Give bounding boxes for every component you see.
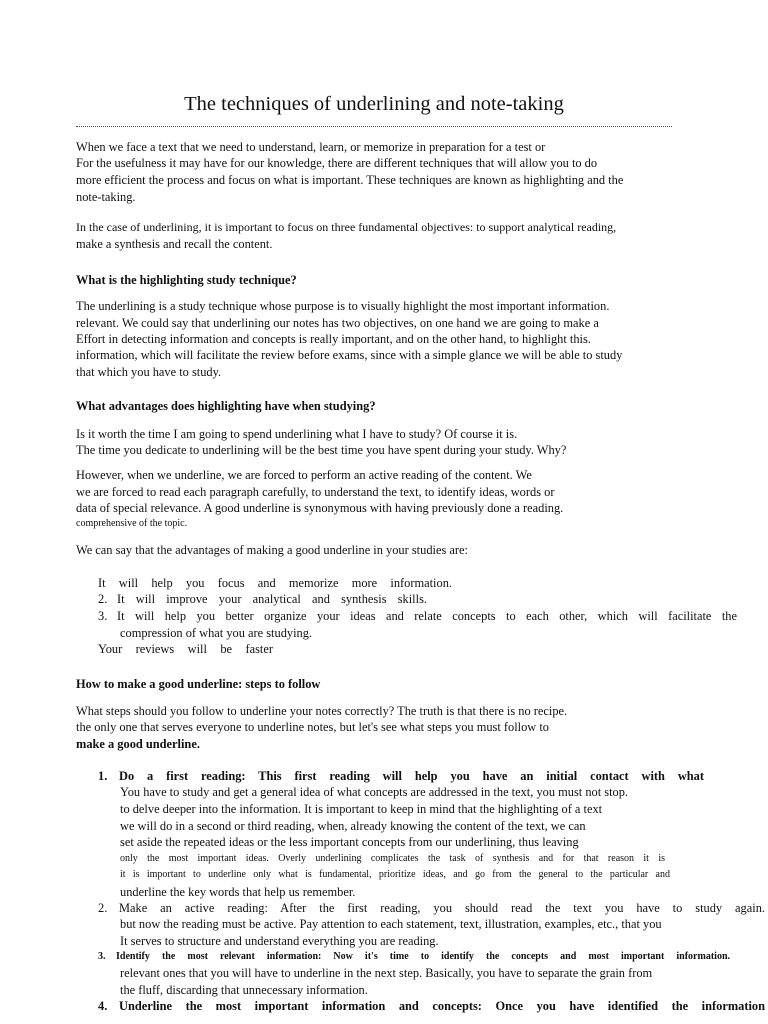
step-heading: Underline the most important information and concepts: Once you have identified the information (119, 999, 765, 1013)
title-divider (76, 126, 672, 127)
paragraph-line: the only one that serves everyone to underline notes, but let's see what steps you must follow to (76, 720, 549, 734)
paragraph-line: information, which will facilitate the review before exams, since with a simple glance we will be able to study (76, 348, 623, 362)
step-text: we will do in a second or third reading, when, already knowing the content of the text, we can (120, 819, 586, 833)
paragraph-line: In the case of underlining, it is important to focus on three fundamental objectives: to support analytical reading, (76, 220, 617, 234)
section-heading: What is the highlighting study technique? (76, 273, 297, 287)
step-heading: Identify the most relevant information: Now it's time to identify the concepts and most important information. (116, 951, 730, 962)
paragraph-line: The time you dedicate to underlining will be the best time you have spent during your study. Why? (76, 443, 567, 457)
step-text: underline the key words that help us remember. (120, 885, 356, 899)
document-title: The techniques of underlining and note-taking (184, 93, 564, 115)
step-text: It serves to structure and understand everything you are reading. (120, 934, 439, 948)
list-number: 2. (98, 592, 108, 606)
list-item: It will help you better organize your ideas and relate concepts to each other, which will facilitate the (117, 609, 737, 623)
list-item: It will help you focus and memorize more information. (98, 576, 452, 590)
paragraph-line: we are forced to read each paragraph carefully, to understand the text, to identify ideas, words or (76, 485, 555, 499)
step-text: it is important to underline only what is fundamental, prioritize ideas, and go from the general to the particular and (120, 869, 670, 880)
intro-line: For the usefulness it may have for our knowledge, there are different techniques that will allow you to do (76, 156, 598, 170)
step-text: only the most important ideas. Overly underlining complicates the task of synthesis and for that reason it is (120, 853, 665, 864)
step-number: 3. (98, 951, 106, 962)
intro-line: note-taking. (76, 190, 136, 204)
section-heading: How to make a good underline: steps to follow (76, 677, 321, 691)
paragraph-line: Is it worth the time I am going to spend underlining what I have to study? Of course it is. (76, 427, 518, 441)
paragraph-line: However, when we underline, we are forced to perform an active reading of the content. We (76, 468, 532, 482)
step-number: 2. (98, 901, 108, 915)
step-text: to delve deeper into the information. It is important to keep in mind that the highlighting of a text (120, 802, 603, 816)
paragraph-line-bold: make a good underline. (76, 737, 200, 751)
step-text: set aside the repeated ideas or the less important concepts from our underlining, thus leaving (120, 835, 579, 849)
paragraph-line: Effort in detecting information and concepts is really important, and on the other hand, to highlight this. (76, 332, 591, 346)
step-heading: Make an active reading: After the first reading, you should read the text you have to study again. (119, 901, 765, 915)
list-number: 3. (98, 609, 108, 623)
paragraph-line: What steps should you follow to underline your notes correctly? The truth is that there is no recipe. (76, 704, 568, 718)
paragraph-line: that which you have to study. (76, 365, 222, 379)
step-text: relevant ones that you will have to underline in the next step. Basically, you have to separate the grain from (120, 966, 653, 980)
list-item-continuation: compression of what you are studying. (120, 626, 313, 640)
intro-line: more efficient the process and focus on what is important. These techniques are known as highlighting and the (76, 173, 624, 187)
paragraph-line: relevant. We could say that underlining our notes has two objectives, on one hand we are going to make a (76, 316, 599, 330)
step-number: 1. (98, 769, 108, 783)
step-text: but now the reading must be active. Pay attention to each statement, text, illustration, examples, etc., that you (120, 917, 662, 931)
paragraph-line: data of special relevance. A good underline is synonymous with having previously done a reading. (76, 501, 564, 515)
step-text: the fluff, discarding that unnecessary information. (120, 983, 368, 997)
intro-line: When we face a text that we need to understand, learn, or memorize in preparation for a test or (76, 140, 546, 154)
paragraph-line: We can say that the advantages of making a good underline in your studies are: (76, 543, 468, 557)
paragraph-line: The underlining is a study technique whose purpose is to visually highlight the most important information. (76, 299, 610, 313)
list-item: Your reviews will be faster (98, 642, 273, 656)
list-item: It will improve your analytical and synthesis skills. (117, 592, 427, 606)
step-heading: Do a first reading: This first reading will help you have an initial contact with what (119, 769, 704, 783)
paragraph-line: comprehensive of the topic. (76, 518, 188, 529)
paragraph-line: make a synthesis and recall the content. (76, 237, 273, 251)
step-text: You have to study and get a general idea of what concepts are addressed in the text, you must not stop. (120, 785, 629, 799)
section-heading: What advantages does highlighting have when studying? (76, 399, 376, 413)
step-number: 4. (98, 999, 108, 1013)
